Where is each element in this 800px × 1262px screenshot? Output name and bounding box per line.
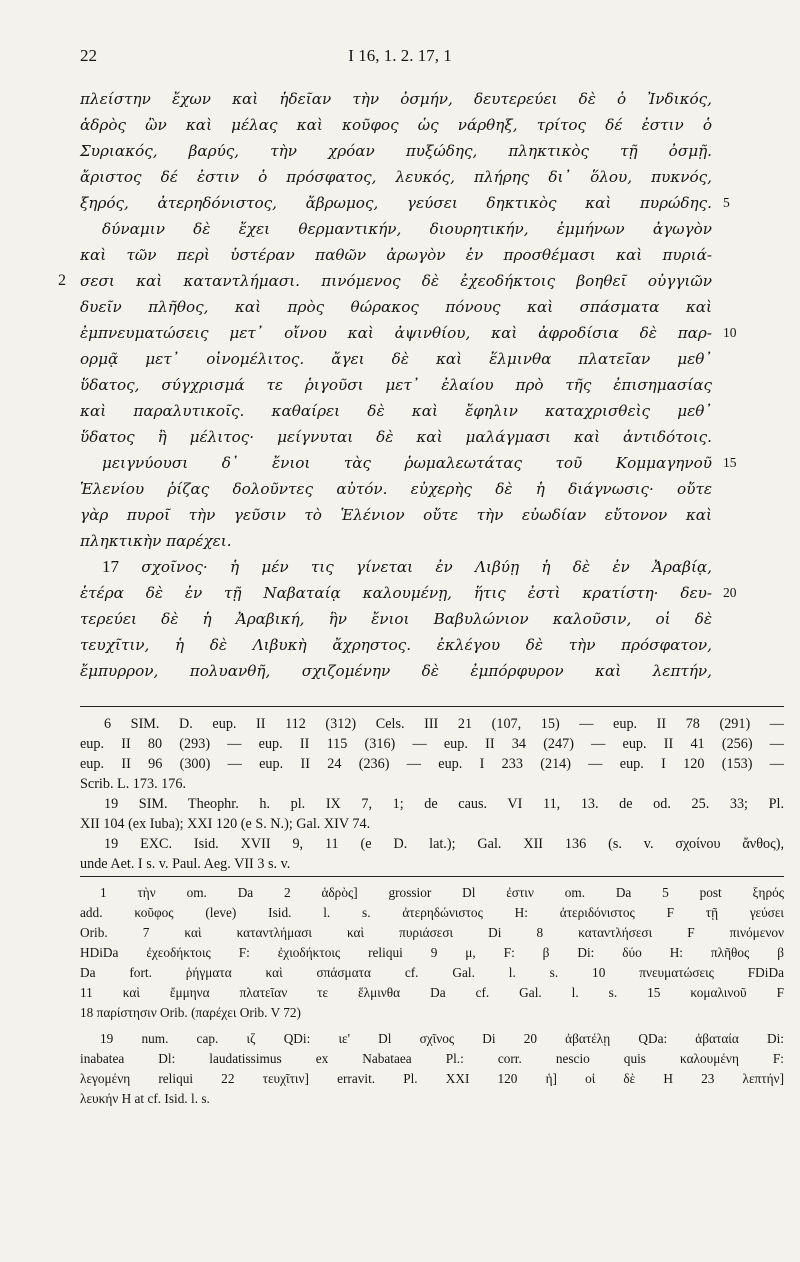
apparatus-text: λευκήν H at cf. Isid. l. s. — [80, 1091, 210, 1106]
source-line — [80, 814, 784, 834]
source-text: Scrib. L. 173. 176. — [80, 776, 187, 792]
source-line — [80, 834, 784, 854]
page-number: 22 — [80, 46, 97, 65]
line-text — [80, 320, 712, 346]
apparatus-divider — [80, 876, 784, 877]
line-content: ἐμπνευματώσεις μετ᾽ οἴνου καὶ ἀψινθίου, καὶ ἀφροδίσια δὲ παρ- — [80, 324, 712, 342]
line-text — [80, 398, 712, 424]
line-content: ορμᾷ μετ᾽ οἰνομέλιτος. ἄγει δὲ καὶ ἕλμινθα πλατεῖαν μεθ᾽ — [80, 350, 712, 368]
critical-apparatus — [80, 883, 784, 1109]
text-line — [80, 502, 712, 528]
line-text — [102, 216, 712, 242]
apparatus-text: 11 καὶ ἔμμηνα πλατεῖαν τε ἕλμινθα Da cf. Gal. l. s. 15 κομαλινοῦ F — [80, 985, 784, 1000]
source-line — [80, 754, 784, 774]
line-text — [80, 424, 712, 450]
apparatus-text: 19 num. cap. ιζ QDi: ιε' Dl σχῖνος Di 20 ἀβατέλῃ QDa: ἀβαταία Di: — [100, 1031, 784, 1046]
margin-section-number: 2 — [58, 272, 66, 289]
line-content: ξηρός, ἀτερηδόνιστος, ἄβρωμος, γεύσει δηκτικὸς καὶ πυρώδης. — [80, 194, 712, 212]
text-line — [80, 216, 712, 242]
source-line — [80, 794, 784, 814]
apparatus-line — [80, 903, 784, 923]
line-content: ἄριστος δέ ἐστιν ὁ πρόσφατος, λευκός, πλήρης δι᾽ ὅλου, πυκνός, — [80, 168, 712, 186]
source-text: 19 EXC. Isid. XVII 9, 11 (e D. lat.); Gal. XII 136 (s. v. σχοίνου ἄνθος), — [104, 836, 784, 852]
apparatus-line — [80, 983, 784, 1003]
text-line — [80, 528, 712, 554]
line-content: τερεύει δὲ ἡ Ἀραβική, ἣν ἔνιοι Βαβυλώνιον καλοῦσιν, οἱ δὲ — [80, 610, 712, 628]
apparatus-line — [80, 1049, 784, 1069]
text-line — [80, 554, 712, 580]
apparatus-text: add. κοῦφος (leve) Isid. l. s. ἀτερηδώνιστος H: ἀτεριδόνιστος F τῇ γεύσει — [80, 905, 784, 920]
apparatus-line — [80, 963, 784, 983]
text-line — [80, 580, 737, 606]
line-content: δυεῖν πλῆθος, καὶ πρὸς θώρακος πόνους καὶ σπάσματα καὶ — [80, 298, 712, 316]
line-text — [80, 346, 712, 372]
text-line — [80, 86, 712, 112]
apparatus-text: inabatea Dl: laudatissimus ex Nabataea Pl.: corr. nescio quis καλουμένη F: — [80, 1051, 784, 1066]
apparatus-text: 18 παρίστησιν Orib. (παρέχει Orib. V 72) — [80, 1005, 301, 1020]
line-text — [80, 372, 712, 398]
line-content: γὰρ πυροῖ τὴν γεῦσιν τὸ Ἑλένιον οὔτε τὴν εὐωδίαν εὔτονον καὶ — [80, 506, 712, 524]
source-text: eup. II 96 (300) — eup. II 24 (236) — eup. I 233 (214) — eup. I 120 (153) — — [80, 756, 784, 772]
source-text: 19 SIM. Theophr. h. pl. IX 7, 1; de caus. VI 11, 13. de od. 25. 33; Pl. — [104, 796, 784, 812]
line-content: σεσι καὶ καταντλήμασι. πινόμενος δὲ ἐχεοδήκτοις βοηθεῖ οὐγγιῶν — [80, 272, 712, 290]
line-content: ὕδατος ἢ μέλιτος· μείγνυται δὲ καὶ μαλάγμασι καὶ ἀντιδότοις. — [80, 428, 712, 446]
line-text — [80, 658, 712, 684]
text-line — [80, 450, 737, 476]
margin-line-number: 15 — [723, 455, 737, 470]
sources-apparatus — [80, 714, 784, 874]
main-text-divider — [80, 706, 784, 707]
line-text — [80, 112, 712, 138]
apparatus-line — [80, 1003, 784, 1023]
text-line — [80, 242, 712, 268]
line-content: πλείστην ἔχων καὶ ἡδεῖαν τὴν ὀσμήν, δευτερεύει δὲ ὁ Ἰνδικός, — [80, 90, 712, 108]
source-text: eup. II 80 (293) — eup. II 115 (316) — eup. II 34 (247) — eup. II 41 (256) — — [80, 736, 784, 752]
text-line — [80, 320, 737, 346]
text-line — [80, 372, 712, 398]
apparatus-line — [80, 1069, 784, 1089]
line-text — [80, 268, 712, 294]
text-line — [80, 632, 712, 658]
running-header — [0, 46, 800, 70]
line-content: ἑτέρα δὲ ἐν τῇ Ναβαταίᾳ καλουμένῃ, ἥτις ἐστὶ κρατίστη· δευ- — [80, 584, 712, 602]
apparatus-line — [80, 883, 784, 903]
text-line — [80, 190, 730, 216]
apparatus-line — [80, 1029, 784, 1049]
line-text — [80, 242, 712, 268]
line-text — [80, 86, 712, 112]
apparatus-text: 1 τὴν om. Da 2 ἁδρὸς] grossior Dl ἐστιν om. Da 5 post ξηρός — [100, 885, 784, 900]
text-line — [80, 164, 712, 190]
line-content: καὶ παραλυτικοῖς. καθαίρει δὲ καὶ ἔφηλιν καταχρισθεὶς μεθ᾽ — [80, 402, 712, 420]
text-line — [80, 346, 712, 372]
line-content: σχοῖνος· ἡ μέν τις γίνεται ἐν Λιβύῃ ἡ δὲ ἐν Ἀραβίᾳ, — [141, 558, 713, 576]
line-text — [80, 138, 712, 164]
line-text — [102, 450, 712, 476]
line-text — [80, 476, 712, 502]
text-line — [58, 268, 712, 294]
line-text — [80, 190, 712, 216]
source-line — [80, 774, 784, 794]
line-content: ὕδατος, σύγχρισμά τε ῥιγοῦσι μετ᾽ ἐλαίου πρὸ τῆς ἐπισημασίας — [80, 376, 712, 394]
margin-line-number: 20 — [723, 585, 737, 600]
text-line — [80, 398, 712, 424]
line-text — [102, 554, 712, 580]
text-line — [80, 658, 712, 684]
line-text — [80, 580, 712, 606]
line-text — [80, 502, 712, 528]
text-line — [80, 424, 712, 450]
chapter-number: 17 — [102, 557, 119, 576]
source-text: unde Aet. I s. v. Paul. Aeg. VII 3 s. v. — [80, 856, 291, 872]
apparatus-text: Da fort. ῥήγματα καὶ σπάσματα cf. Gal. l. s. 10 πνευματώσεις FDiDa — [80, 965, 784, 980]
text-line — [80, 476, 712, 502]
source-line — [80, 854, 784, 874]
apparatus-text: HDiDa ἐχεοδήκτοις F: ἐχιοδήκτοις reliqui 9 μ, F: β Di: δύο H: πλῆθος β — [80, 945, 784, 960]
line-content: τευχῖτιν, ἡ δὲ Λιβυκὴ ἄχρηστος. ἐκλέγου δὲ τὴν πρόσφατον, — [80, 636, 712, 654]
apparatus-line — [80, 943, 784, 963]
line-text — [80, 632, 712, 658]
line-text — [80, 164, 712, 190]
text-line — [80, 294, 712, 320]
apparatus-line — [80, 923, 784, 943]
text-line — [80, 138, 712, 164]
line-content: Ἑλενίου ῥίζας δολοῦντες αὐτόν. εὐχερὴς δὲ ἡ διάγνωσις· οὔτε — [80, 480, 712, 498]
margin-line-number: 10 — [723, 325, 737, 340]
main-text-block — [58, 86, 737, 684]
line-content: δύναμιν δὲ ἔχει θερμαντικήν, διουρητικήν, ἐμμήνων ἀγωγὸν — [102, 220, 712, 238]
chapter-reference: I 16, 1. 2. 17, 1 — [348, 46, 452, 65]
source-line — [80, 714, 784, 734]
apparatus-line — [80, 1089, 784, 1109]
source-text: XII 104 (ex Iuba); XXI 120 (e S. N.); Gal. XIV 74. — [80, 816, 371, 832]
source-line — [80, 734, 784, 754]
text-line — [80, 606, 712, 632]
apparatus-text: λεγομένη reliqui 22 τευχῖτιν] erravit. Pl. XXI 120 ἡ] οἱ δὲ H 23 λεπτήν] — [80, 1071, 784, 1086]
line-content: ἔμπυρρον, πολυανθῆ, σχιζομένην δὲ ἐμπόρφυρον καὶ λεπτήν, — [80, 662, 712, 680]
margin-line-number: 5 — [723, 195, 730, 210]
line-content: μειγνύουσι δ᾽ ἔνιοι τὰς ῥωμαλεωτάτας τοῦ Κομμαγηνοῦ — [102, 454, 712, 472]
line-content: πληκτικὴν παρέχει. — [80, 532, 232, 550]
line-content: Συριακός, βαρύς, τὴν χρόαν πυξώδης, πληκτικὸς τῇ ὀσμῇ. — [80, 142, 712, 160]
line-content: ἁδρὸς ὢν καὶ μέλας καὶ κοῦφος ὡς νάρθηξ, τρίτος δέ ἐστιν ὁ — [80, 116, 712, 134]
line-text — [80, 294, 712, 320]
line-content: καὶ τῶν περὶ ὑστέραν παθῶν ἀρωγὸν ἐν προσθέμασι καὶ πυριά- — [80, 246, 712, 264]
text-line — [80, 112, 712, 138]
apparatus-text: Orib. 7 καὶ καταντλήμασι καὶ πυριάσεσι Di 8 καταντλήσεσι F πινόμενον — [80, 925, 784, 940]
line-text — [80, 528, 232, 554]
line-text — [80, 606, 712, 632]
source-text: 6 SIM. D. eup. II 112 (312) Cels. III 21 (107, 15) — eup. II 78 (291) — — [104, 716, 784, 732]
